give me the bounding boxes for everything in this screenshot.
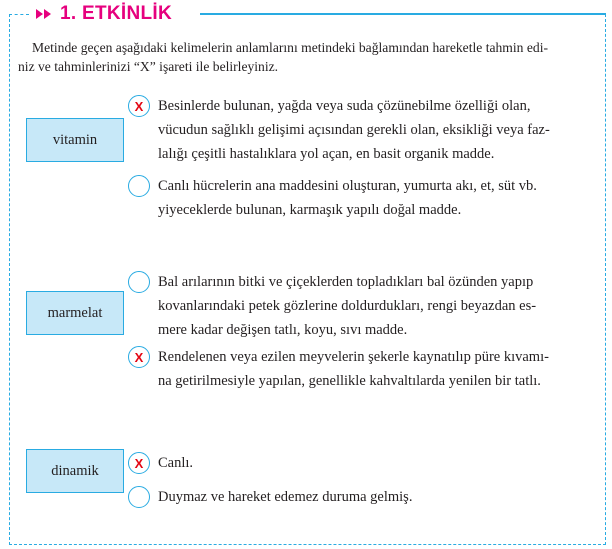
option-text <box>158 485 598 509</box>
x-mark-icon: X <box>134 455 144 471</box>
frame-top-left-line <box>9 14 29 15</box>
option-line: Besinlerde bulunan, yağda veya suda çözünebilme özelliği olan, <box>158 98 531 114</box>
frame-top-right-line <box>200 13 606 15</box>
option-text <box>158 270 598 342</box>
instruction-text <box>18 38 598 76</box>
option-line: na getirilmesiyle yapılan, genellikle kahvaltılarda yenilen bir tatlı. <box>158 373 541 389</box>
answer-circle[interactable] <box>128 175 150 197</box>
answer-circle[interactable] <box>128 95 150 117</box>
answer-circle[interactable] <box>128 452 150 474</box>
option-line: kovanlarındaki petek gözlerine doldurdukları, rengi beyazdan es- <box>158 298 537 314</box>
word-box-dinamik: dinamik <box>26 449 124 493</box>
activity-header <box>32 2 176 26</box>
x-mark-icon: X <box>134 98 144 114</box>
option-marmelat-2[interactable] <box>128 345 598 393</box>
option-line: yiyeceklerde bulunan, karmaşık yapılı doğal madde. <box>158 202 462 218</box>
instruction-line-1: Metinde geçen aşağıdaki kelimelerin anlamlarını metindeki bağlamından hareketle tahmin edi- <box>32 40 548 55</box>
word-box-marmelat: marmelat <box>26 291 124 335</box>
double-arrow-icon <box>36 8 54 20</box>
answer-circle[interactable] <box>128 486 150 508</box>
option-line: Duymaz ve hareket edemez duruma gelmiş. <box>158 489 413 505</box>
option-text <box>158 174 598 222</box>
option-line: lalığı çeşitli hastalıklara yol açan, en basit organik madde. <box>158 146 495 162</box>
option-marmelat-1[interactable] <box>128 270 598 342</box>
activity-title: 1. ETKİNLİK <box>60 3 173 24</box>
option-text <box>158 345 598 393</box>
option-text <box>158 94 598 166</box>
option-line: vücudun sağlıklı gelişimi açısından gerekli olan, eksikliği veya faz- <box>158 122 550 138</box>
word-box-vitamin: vitamin <box>26 118 124 162</box>
option-text <box>158 451 598 475</box>
answer-circle[interactable] <box>128 346 150 368</box>
x-mark-icon: X <box>134 349 144 365</box>
option-line: mere kadar değişen tatlı, koyu, sıvı madde. <box>158 322 408 338</box>
option-line: Canlı hücrelerin ana maddesini oluşturan, yumurta akı, et, süt vb. <box>158 178 537 194</box>
option-line: Rendelenen veya ezilen meyvelerin şekerle kaynatılıp püre kıvamı- <box>158 349 549 365</box>
option-dinamik-1[interactable] <box>128 451 598 475</box>
instruction-line-2: niz ve tahminlerinizi “X” işareti ile belirleyiniz. <box>18 59 279 74</box>
answer-circle[interactable] <box>128 271 150 293</box>
option-vitamin-2[interactable] <box>128 174 598 222</box>
option-vitamin-1[interactable] <box>128 94 598 166</box>
option-dinamik-2[interactable] <box>128 485 598 509</box>
option-line: Canlı. <box>158 455 194 471</box>
option-line: Bal arılarının bitki ve çiçeklerden topladıkları bal özünden yapıp <box>158 274 534 290</box>
